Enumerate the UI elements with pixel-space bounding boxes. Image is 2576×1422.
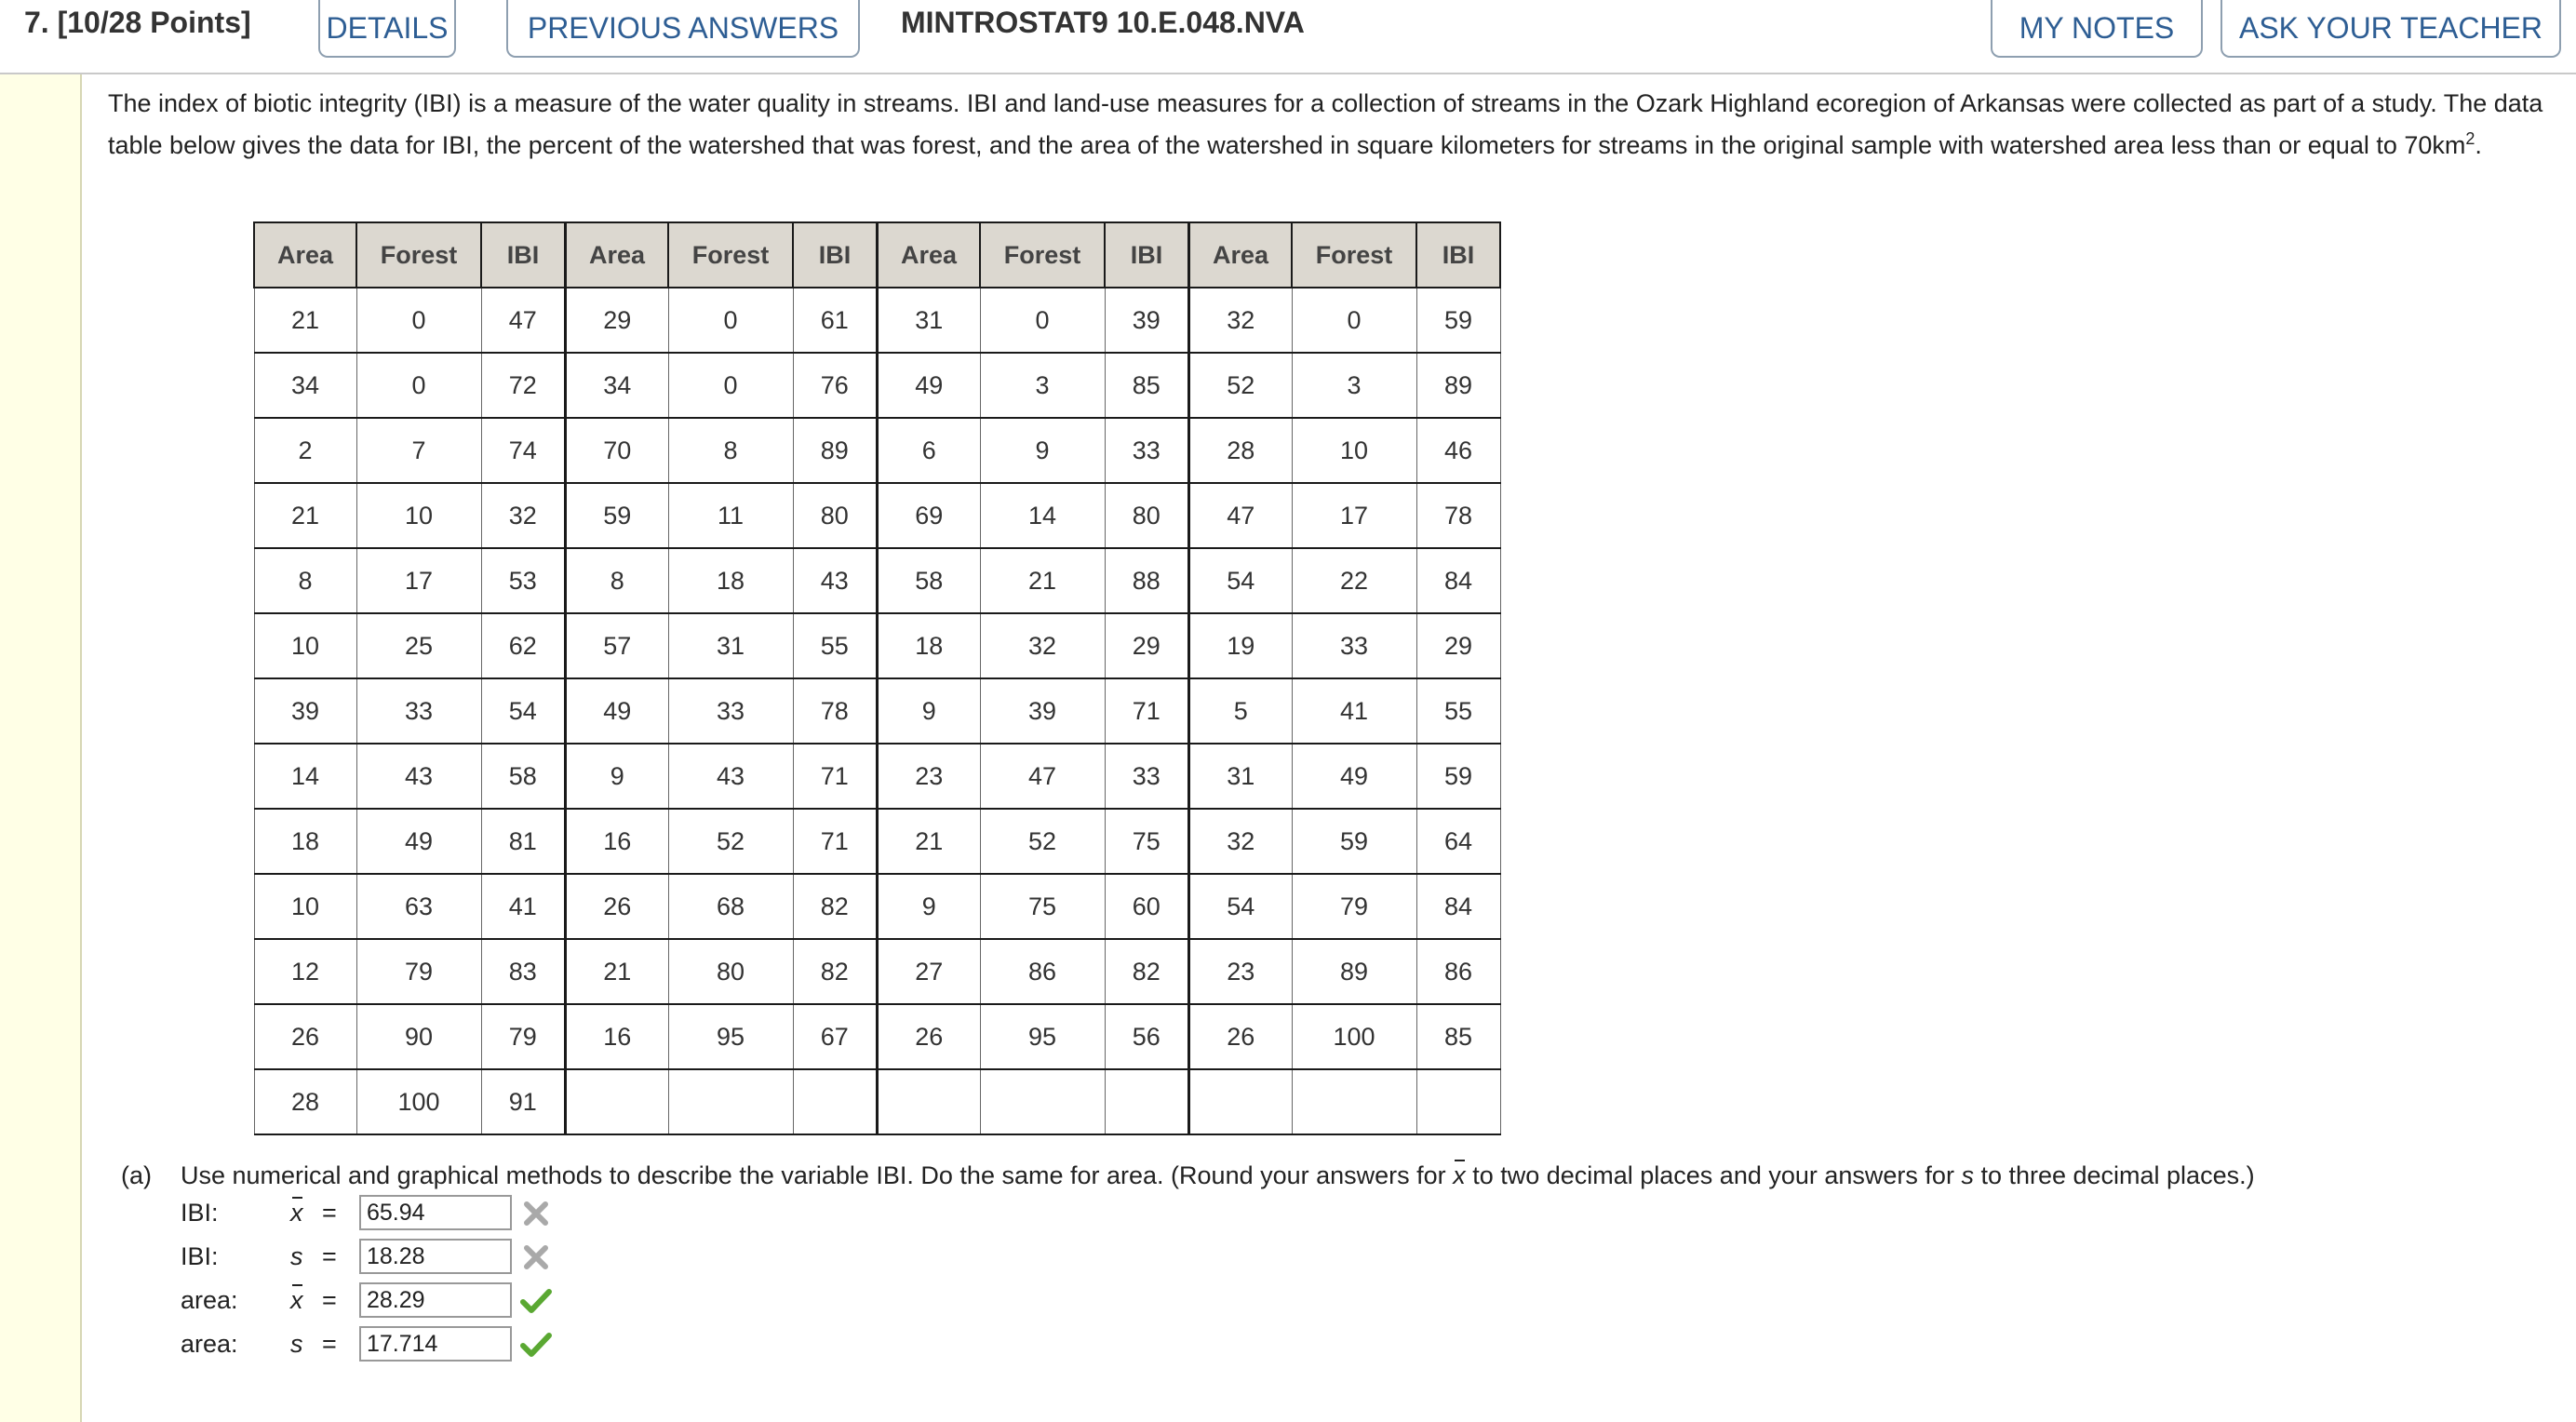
intro-end: . <box>2475 131 2482 159</box>
table-cell: 75 <box>1105 809 1189 874</box>
table-cell: 67 <box>793 1004 878 1069</box>
table-cell: 82 <box>1105 939 1189 1004</box>
table-cell: 17 <box>356 548 481 613</box>
table-cell: 89 <box>1292 939 1416 1004</box>
table-cell: 71 <box>793 744 878 809</box>
table-cell: 68 <box>668 874 793 939</box>
answer-input[interactable]: 65.94 <box>359 1195 512 1230</box>
answer-statistic-symbol: s <box>290 1330 303 1358</box>
table-cell: 16 <box>566 809 669 874</box>
table-cell: 79 <box>356 939 481 1004</box>
table-cell: 83 <box>481 939 566 1004</box>
table-cell: 32 <box>481 483 566 548</box>
table-cell: 86 <box>1416 939 1500 1004</box>
table-row <box>254 483 1500 548</box>
table-cell: 58 <box>481 744 566 809</box>
table-cell <box>793 1069 878 1134</box>
table-cell: 14 <box>254 744 356 809</box>
table-cell: 53 <box>481 548 566 613</box>
table-cell: 52 <box>1189 353 1293 418</box>
table-cell: 82 <box>793 939 878 1004</box>
table-cell: 47 <box>1189 483 1293 548</box>
table-cell: 33 <box>668 678 793 744</box>
table-cell: 49 <box>356 809 481 874</box>
table-cell: 3 <box>1292 353 1416 418</box>
table-cell: 5 <box>1189 678 1293 744</box>
table-cell: 9 <box>566 744 669 809</box>
table-cell: 31 <box>1189 744 1293 809</box>
table-cell <box>878 1069 981 1134</box>
table-cell: 86 <box>980 939 1105 1004</box>
table-cell: 52 <box>980 809 1105 874</box>
part-a-text-2: to two decimal places and your answers for <box>1465 1161 1962 1189</box>
table-cell: 52 <box>668 809 793 874</box>
table-cell: 43 <box>356 744 481 809</box>
table-cell: 79 <box>1292 874 1416 939</box>
table-cell: 0 <box>980 288 1105 353</box>
table-row <box>254 613 1500 678</box>
table-cell: 72 <box>481 353 566 418</box>
s-symbol: s <box>1961 1161 1974 1189</box>
table-cell: 95 <box>980 1004 1105 1069</box>
table-cell: 90 <box>356 1004 481 1069</box>
table-cell: 26 <box>566 874 669 939</box>
table-cell: 28 <box>1189 418 1293 483</box>
table-cell: 43 <box>793 548 878 613</box>
table-cell: 54 <box>1189 548 1293 613</box>
column-header-area: Area <box>566 222 669 288</box>
table-cell: 49 <box>878 353 981 418</box>
table-cell: 26 <box>254 1004 356 1069</box>
table-cell: 11 <box>668 483 793 548</box>
table-cell: 33 <box>356 678 481 744</box>
table-cell: 57 <box>566 613 669 678</box>
column-header-ibi: IBI <box>1105 222 1189 288</box>
table-cell: 23 <box>878 744 981 809</box>
table-cell: 58 <box>878 548 981 613</box>
table-cell: 9 <box>878 874 981 939</box>
column-header-ibi: IBI <box>481 222 566 288</box>
table-cell: 54 <box>481 678 566 744</box>
table-cell: 75 <box>980 874 1105 939</box>
table-cell: 78 <box>1416 483 1500 548</box>
table-row <box>254 288 1500 353</box>
table-row <box>254 1004 1500 1069</box>
table-cell: 59 <box>1416 744 1500 809</box>
part-a-text-3: to three decimal places.) <box>1973 1161 2255 1189</box>
equals-sign: = <box>322 1286 337 1314</box>
data-table <box>253 221 1501 1135</box>
answer-variable-label: area: <box>181 1330 238 1358</box>
table-cell: 16 <box>566 1004 669 1069</box>
table-cell: 26 <box>1189 1004 1293 1069</box>
equals-sign: = <box>322 1330 337 1358</box>
table-cell: 22 <box>1292 548 1416 613</box>
table-cell: 31 <box>878 288 981 353</box>
table-cell: 39 <box>254 678 356 744</box>
table-cell: 70 <box>566 418 669 483</box>
column-header-forest: Forest <box>356 222 481 288</box>
table-cell: 39 <box>1105 288 1189 353</box>
table-cell: 89 <box>1416 353 1500 418</box>
table-cell: 9 <box>980 418 1105 483</box>
table-cell: 85 <box>1105 353 1189 418</box>
xbar-symbol: x <box>1453 1161 1466 1189</box>
table-cell: 8 <box>566 548 669 613</box>
table-cell: 84 <box>1416 548 1500 613</box>
table-cell: 100 <box>1292 1004 1416 1069</box>
answer-statistic-symbol: s <box>290 1242 303 1270</box>
table-cell: 43 <box>668 744 793 809</box>
table-cell: 29 <box>1416 613 1500 678</box>
table-cell: 29 <box>1105 613 1189 678</box>
column-header-ibi: IBI <box>1416 222 1500 288</box>
table-cell: 29 <box>566 288 669 353</box>
table-cell: 80 <box>1105 483 1189 548</box>
table-cell: 71 <box>1105 678 1189 744</box>
table-cell: 0 <box>356 288 481 353</box>
table-cell <box>566 1069 669 1134</box>
table-cell: 0 <box>668 353 793 418</box>
table-cell: 47 <box>481 288 566 353</box>
table-cell: 60 <box>1105 874 1189 939</box>
table-cell: 82 <box>793 874 878 939</box>
table-cell <box>1416 1069 1500 1134</box>
table-cell: 46 <box>1416 418 1500 483</box>
intro-text: The index of biotic integrity (IBI) is a measure of the water quality in streams. IBI and land-use measures for a collection of streams in the Ozark Highland ecoregion of Arkansas were collected as part of a study. The data table below gives the data for IBI, the percent of the watershed that was forest, and the area of the watershed in square kilometers for streams in the original sample with watershed area less than or equal to 70km <box>108 89 2543 159</box>
table-cell: 33 <box>1292 613 1416 678</box>
incorrect-x-icon <box>519 1241 553 1274</box>
table-cell: 18 <box>254 809 356 874</box>
table-cell: 21 <box>254 483 356 548</box>
problem-code: MINTROSTAT9 10.E.048.NVA <box>901 6 1305 39</box>
column-header-forest: Forest <box>980 222 1105 288</box>
table-cell: 8 <box>668 418 793 483</box>
table-cell: 23 <box>1189 939 1293 1004</box>
table-cell: 41 <box>1292 678 1416 744</box>
table-cell: 32 <box>980 613 1105 678</box>
table-cell: 31 <box>668 613 793 678</box>
table-row <box>254 874 1500 939</box>
table-row <box>254 418 1500 483</box>
correct-check-icon <box>519 1328 553 1362</box>
table-cell: 25 <box>356 613 481 678</box>
table-body <box>254 288 1500 1134</box>
table-cell: 59 <box>1292 809 1416 874</box>
table-cell: 76 <box>793 353 878 418</box>
table-cell: 18 <box>668 548 793 613</box>
answer-variable-label: area: <box>181 1286 238 1314</box>
table-cell: 28 <box>254 1069 356 1134</box>
table-cell: 12 <box>254 939 356 1004</box>
column-header-area: Area <box>1189 222 1293 288</box>
table-cell: 89 <box>793 418 878 483</box>
table-cell: 39 <box>980 678 1105 744</box>
table-cell: 21 <box>254 288 356 353</box>
table-row <box>254 678 1500 744</box>
table-cell: 10 <box>254 613 356 678</box>
column-header-area: Area <box>254 222 356 288</box>
table-cell: 2 <box>254 418 356 483</box>
table-row <box>254 744 1500 809</box>
table-cell: 80 <box>793 483 878 548</box>
part-a-text-1: Use numerical and graphical methods to describe the variable IBI. Do the same for area. (Round your answers for <box>181 1161 1454 1189</box>
table-cell: 56 <box>1105 1004 1189 1069</box>
table-cell: 18 <box>878 613 981 678</box>
table-cell <box>1292 1069 1416 1134</box>
left-gutter <box>0 74 82 1422</box>
column-header-area: Area <box>878 222 981 288</box>
table-cell: 32 <box>1189 288 1293 353</box>
table-cell: 32 <box>1189 809 1293 874</box>
table-cell: 8 <box>254 548 356 613</box>
table-cell: 71 <box>793 809 878 874</box>
table-cell: 3 <box>980 353 1105 418</box>
incorrect-x-icon <box>519 1197 553 1230</box>
table-cell: 14 <box>980 483 1105 548</box>
table-cell <box>980 1069 1105 1134</box>
answer-variable-label: IBI: <box>181 1199 219 1227</box>
answer-variable-label: IBI: <box>181 1242 219 1270</box>
table-cell: 0 <box>668 288 793 353</box>
table-row <box>254 548 1500 613</box>
table-cell: 49 <box>1292 744 1416 809</box>
column-header-forest: Forest <box>1292 222 1416 288</box>
table-cell <box>1189 1069 1293 1134</box>
table-cell: 64 <box>1416 809 1500 874</box>
table-cell: 80 <box>668 939 793 1004</box>
table-cell: 55 <box>1416 678 1500 744</box>
table-cell <box>668 1069 793 1134</box>
table-cell: 61 <box>793 288 878 353</box>
table-cell: 47 <box>980 744 1105 809</box>
answer-statistic-symbol: x <box>290 1199 303 1227</box>
column-header-forest: Forest <box>668 222 793 288</box>
table-cell: 55 <box>793 613 878 678</box>
part-a-text <box>181 1161 2255 1190</box>
table-cell: 95 <box>668 1004 793 1069</box>
table-cell: 33 <box>1105 744 1189 809</box>
table-cell: 34 <box>566 353 669 418</box>
table-cell: 54 <box>1189 874 1293 939</box>
question-intro <box>108 86 2556 163</box>
my-notes-button[interactable]: MY NOTES <box>1991 0 2203 58</box>
table-header-row <box>254 222 1500 288</box>
table-row <box>254 1069 1500 1134</box>
table-cell: 59 <box>1416 288 1500 353</box>
equals-sign: = <box>322 1199 337 1227</box>
part-a-label: (a) <box>121 1161 152 1189</box>
table-cell: 9 <box>878 678 981 744</box>
table-row <box>254 353 1500 418</box>
table-cell: 21 <box>566 939 669 1004</box>
answer-input[interactable]: 18.28 <box>359 1239 512 1274</box>
table-cell: 62 <box>481 613 566 678</box>
table-cell: 74 <box>481 418 566 483</box>
table-cell: 84 <box>1416 874 1500 939</box>
table-cell: 21 <box>980 548 1105 613</box>
answer-statistic-symbol: x <box>290 1286 303 1314</box>
table-cell: 59 <box>566 483 669 548</box>
table-cell: 33 <box>1105 418 1189 483</box>
table-cell: 41 <box>481 874 566 939</box>
table-cell: 27 <box>878 939 981 1004</box>
question-number: 7. [10/28 Points] <box>24 6 251 39</box>
correct-check-icon <box>519 1284 553 1318</box>
ask-your-teacher-button[interactable]: ASK YOUR TEACHER <box>2220 0 2561 58</box>
table-cell: 79 <box>481 1004 566 1069</box>
table-cell: 10 <box>356 483 481 548</box>
table-cell <box>1105 1069 1189 1134</box>
previous-answers-button[interactable]: PREVIOUS ANSWERS <box>506 0 860 58</box>
table-cell: 34 <box>254 353 356 418</box>
table-cell: 7 <box>356 418 481 483</box>
table-cell: 81 <box>481 809 566 874</box>
intro-superscript: 2 <box>2465 129 2475 148</box>
question-header <box>0 0 2576 74</box>
details-button[interactable]: DETAILS <box>318 0 456 58</box>
equals-sign: = <box>322 1242 337 1270</box>
table-cell: 85 <box>1416 1004 1500 1069</box>
table-row <box>254 939 1500 1004</box>
table-cell: 10 <box>1292 418 1416 483</box>
table-cell: 17 <box>1292 483 1416 548</box>
table-cell: 100 <box>356 1069 481 1134</box>
table-cell: 10 <box>254 874 356 939</box>
table-cell: 78 <box>793 678 878 744</box>
table-cell: 91 <box>481 1069 566 1134</box>
table-cell: 0 <box>1292 288 1416 353</box>
table-cell: 0 <box>356 353 481 418</box>
answer-input[interactable]: 28.29 <box>359 1282 512 1318</box>
table-cell: 26 <box>878 1004 981 1069</box>
table-cell: 21 <box>878 809 981 874</box>
table-cell: 6 <box>878 418 981 483</box>
column-header-ibi: IBI <box>793 222 878 288</box>
table-cell: 69 <box>878 483 981 548</box>
table-cell: 63 <box>356 874 481 939</box>
answer-input[interactable]: 17.714 <box>359 1326 512 1362</box>
table-cell: 49 <box>566 678 669 744</box>
table-row <box>254 809 1500 874</box>
table-cell: 19 <box>1189 613 1293 678</box>
table-cell: 88 <box>1105 548 1189 613</box>
